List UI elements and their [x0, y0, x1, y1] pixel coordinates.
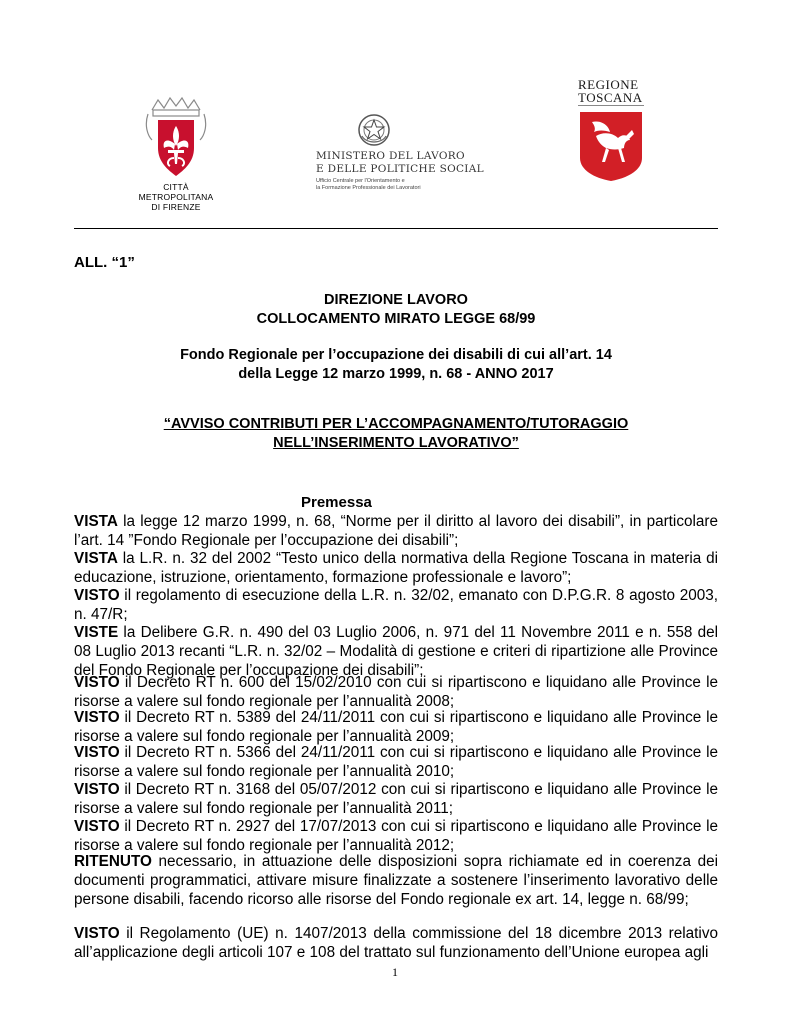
paragraph-visto-regolamento-ue — [74, 924, 718, 962]
paragraph-text: il Regolamento (UE) n. 1407/2013 della commissione del 18 dicembre 2013 relativo all’applicazione degli articoli 107 e 108 del trattato sul funzionamento dell’Unione europea agli — [74, 925, 718, 961]
paragraph-visto-decreto-5366 — [74, 743, 718, 781]
paragraph-visto-decreto-2927 — [74, 817, 718, 855]
paragraph-text: il Decreto RT n. 2927 del 17/07/2013 con cui si ripartiscono e liquidano alle Province le risorse a valere sul fondo regionale per l’annualità 2012; — [74, 818, 718, 854]
page-number: 1 — [392, 965, 398, 979]
paragraph-keyword: VISTO — [74, 818, 120, 835]
paragraph-text: la Delibere G.R. n. 490 del 03 Luglio 2006, n. 971 del 11 Novembre 2011 e n. 558 del 08 Luglio 2013 recanti “L.R. n. 32/02 – Modalità di gestione e criteri di ripartizione alle Province del Fondo Regionale per l’occupazione dei disabili”; — [74, 624, 718, 679]
paragraph-keyword: VISTO — [74, 709, 120, 726]
direzione-line1: DIREZIONE LAVORO — [324, 292, 468, 308]
paragraph-keyword: VISTA — [74, 550, 118, 567]
florence-lily-crest-icon — [144, 96, 208, 180]
paragraph-keyword: RITENUTO — [74, 853, 152, 870]
header-divider — [74, 228, 718, 229]
avviso-title — [74, 415, 718, 453]
direzione-heading — [74, 291, 718, 329]
toscana-line2: TOSCANA — [578, 90, 643, 105]
paragraph-text: necessario, in attuazione delle disposizioni sopra richiamate ed in coerenza dei documenti programmatici, attivare misure finalizzate a sostenere l’inserimento lavorativo delle persone disabili, facendo ricorso alle risorse del Fondo regionale ex art. 14, legge n. 68/99; — [74, 853, 718, 908]
allegato-label: ALL. “1” — [74, 254, 135, 271]
pegasus-shield-icon — [578, 110, 644, 182]
fondo-line2: della Legge 12 marzo 1999, n. 68 - ANNO 2017 — [238, 366, 554, 382]
paragraph-visto-decreto-3168 — [74, 780, 718, 818]
paragraph-keyword: VISTO — [74, 587, 120, 604]
paragraph-visto-regolamento — [74, 586, 718, 624]
paragraph-ritenuto — [74, 852, 718, 909]
citta-metropolitana-logo — [126, 96, 226, 212]
ministero-line2: E DELLE POLITICHE SOCIAL — [316, 163, 484, 175]
fondo-heading — [74, 346, 718, 384]
paragraph-vista-lr-32 — [74, 549, 718, 587]
paragraph-keyword: VISTO — [74, 674, 120, 691]
regione-toscana-logo — [578, 78, 648, 178]
paragraph-visto-decreto-5389 — [74, 708, 718, 746]
paragraph-text: il Decreto RT n. 5389 del 24/11/2011 con cui si ripartiscono e liquidano alle Province le risorse a valere sul fondo regionale per l’annualità 2009; — [74, 709, 718, 745]
paragraph-keyword: VISTO — [74, 781, 120, 798]
toscana-line1: REGIONE — [578, 77, 639, 92]
avviso-line1: “AVVISO CONTRIBUTI PER L’ACCOMPAGNAMENTO/TUTORAGGIO — [163, 416, 629, 432]
avviso-line2: NELL’INSERIMENTO LAVORATIVO” — [273, 435, 519, 451]
paragraph-text: il regolamento di esecuzione della L.R. n. 32/02, emanato con D.P.G.R. 8 agosto 2003, n. 47/R; — [74, 587, 718, 623]
logo-firenze-line2: DI FIRENZE — [151, 202, 201, 212]
paragraph-keyword: VISTA — [74, 513, 118, 530]
ministero-sub1: Ufficio Centrale per l'Orientamento e — [316, 178, 405, 184]
paragraph-keyword: VISTO — [74, 925, 120, 942]
paragraph-visto-decreto-600 — [74, 673, 718, 711]
paragraph-text: il Decreto RT n. 3168 del 05/07/2012 con cui si ripartiscono e liquidano alle Province le risorse a valere sul fondo regionale per l’annualità 2011; — [74, 781, 718, 817]
paragraph-keyword: VISTE — [74, 624, 119, 641]
logo-firenze-line1: CITTÀ METROPOLITANA — [138, 182, 214, 202]
paragraph-text: il Decreto RT n. 5366 del 24/11/2011 con cui si ripartiscono e liquidano alle Province le risorse a valere sul fondo regionale per l’annualità 2010; — [74, 744, 718, 780]
ministero-sub2: la Formazione Professionale dei Lavoratori — [316, 185, 421, 191]
paragraph-text: la legge 12 marzo 1999, n. 68, “Norme per il diritto al lavoro dei disabili”, in particolare l’art. 14 ”Fondo Regionale per l’occupazione dei disabili”; — [74, 513, 718, 549]
premessa-heading: Premessa — [301, 494, 372, 511]
ministero-line1: MINISTERO DEL LAVORO — [316, 150, 465, 162]
direzione-line2: COLLOCAMENTO MIRATO LEGGE 68/99 — [256, 311, 536, 327]
paragraph-text: il Decreto RT n. 600 del 15/02/2010 con cui si ripartiscono e liquidano alle Province le risorse a valere sul fondo regionale per l’annualità 2008; — [74, 674, 718, 710]
paragraph-keyword: VISTO — [74, 744, 120, 761]
fondo-line1: Fondo Regionale per l’occupazione dei disabili di cui all’art. 14 — [180, 347, 612, 363]
italian-republic-emblem-icon — [356, 112, 392, 148]
paragraph-viste-delibere — [74, 623, 718, 680]
paragraph-vista-legge-68 — [74, 512, 718, 550]
paragraph-text: la L.R. n. 32 del 2002 “Testo unico della normativa della Regione Toscana in materia di educazione, istruzione, orientamento, formazione professionale e lavoro”; — [74, 550, 718, 586]
ministero-lavoro-logo — [312, 112, 484, 208]
